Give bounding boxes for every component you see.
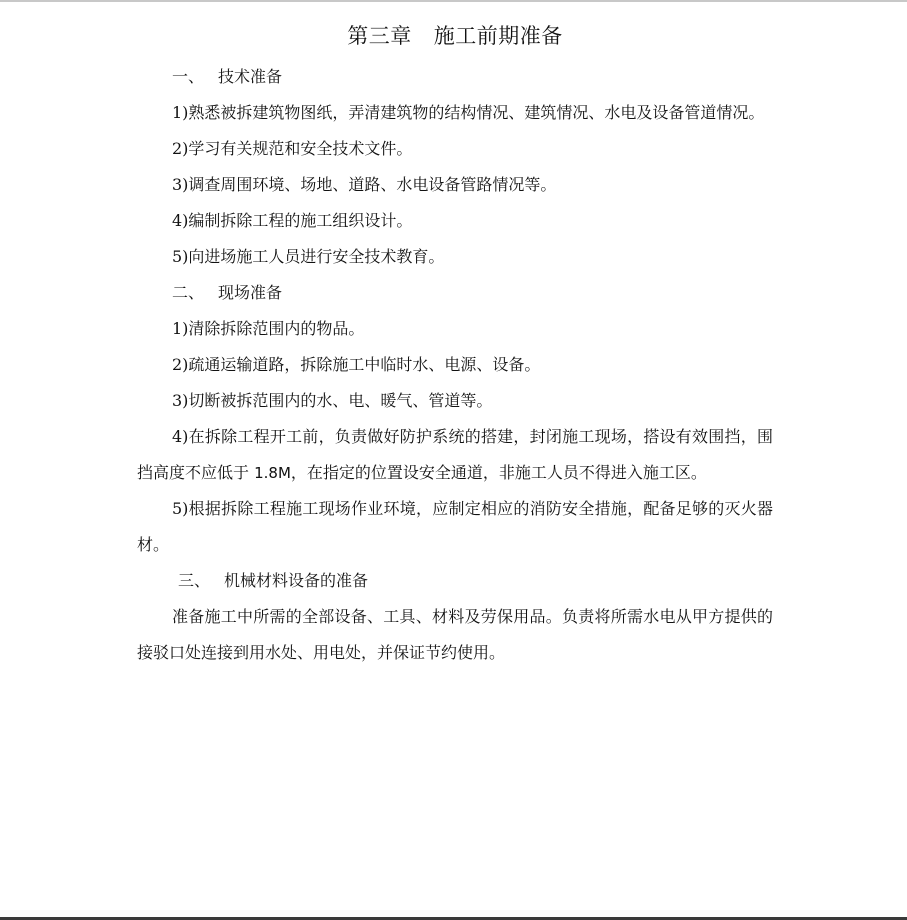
section-2-item-2: 2)疏通运输道路，拆除施工中临时水、电源、设备。 <box>172 355 541 374</box>
document-page <box>137 18 773 671</box>
section-heading-1 <box>137 59 773 95</box>
top-border <box>0 0 907 2</box>
section-1-item-4: 4)编制拆除工程的施工组织设计。 <box>172 211 413 230</box>
section-2-item-5: 5)根据拆除工程施工现场作业环境，应制定相应的消防安全措施，配备足够的灭火器材。 <box>137 499 773 554</box>
section-1-item-5: 5)向进场施工人员进行安全技术教育。 <box>172 247 445 266</box>
barrier-height-value: 1.8M <box>254 464 291 482</box>
section-1-item-2: 2)学习有关规范和安全技术文件。 <box>172 139 413 158</box>
section-title-1: 技术准备 <box>218 67 283 86</box>
section-number-3: 三、 <box>178 571 211 590</box>
section-2-item-4-after: ，在指定的位置设安全通道，非施工人员不得进入施工区。 <box>290 463 707 482</box>
section-number-1: 一、 <box>172 67 205 86</box>
section-1-item-3: 3)调查周围环境、场地、道路、水电设备管路情况等。 <box>172 175 557 194</box>
chapter-title-text: 施工前期准备 <box>433 24 563 48</box>
chapter-title <box>137 18 773 54</box>
section-title-3: 机械材料设备的准备 <box>224 571 369 590</box>
section-2-item-4 <box>137 419 773 491</box>
section-heading-3 <box>137 563 773 599</box>
section-2-item-4-before: 4)在拆除工程开工前，负责做好防护系统的搭建，封闭施工现场，搭设有效围挡，围挡高度不应低于 <box>137 427 773 482</box>
section-2-item-3: 3)切断被拆范围内的水、电、暖气、管道等。 <box>172 391 493 410</box>
section-number-2: 二、 <box>172 283 205 302</box>
section-2-item-1: 1)清除拆除范围内的物品。 <box>172 319 365 338</box>
section-3-body: 准备施工中所需的全部设备、工具、材料及劳保用品。负责将所需水电从甲方提供的接驳口处连接到用水处、用电处，并保证节约使用。 <box>137 607 773 662</box>
section-heading-2 <box>137 275 773 311</box>
section-title-2: 现场准备 <box>218 283 283 302</box>
chapter-number: 第三章 <box>347 24 412 48</box>
section-1-item-1: 1)熟悉被拆建筑物图纸，弄清建筑物的结构情况、建筑情况、水电及设备管道情况。 <box>172 103 765 122</box>
